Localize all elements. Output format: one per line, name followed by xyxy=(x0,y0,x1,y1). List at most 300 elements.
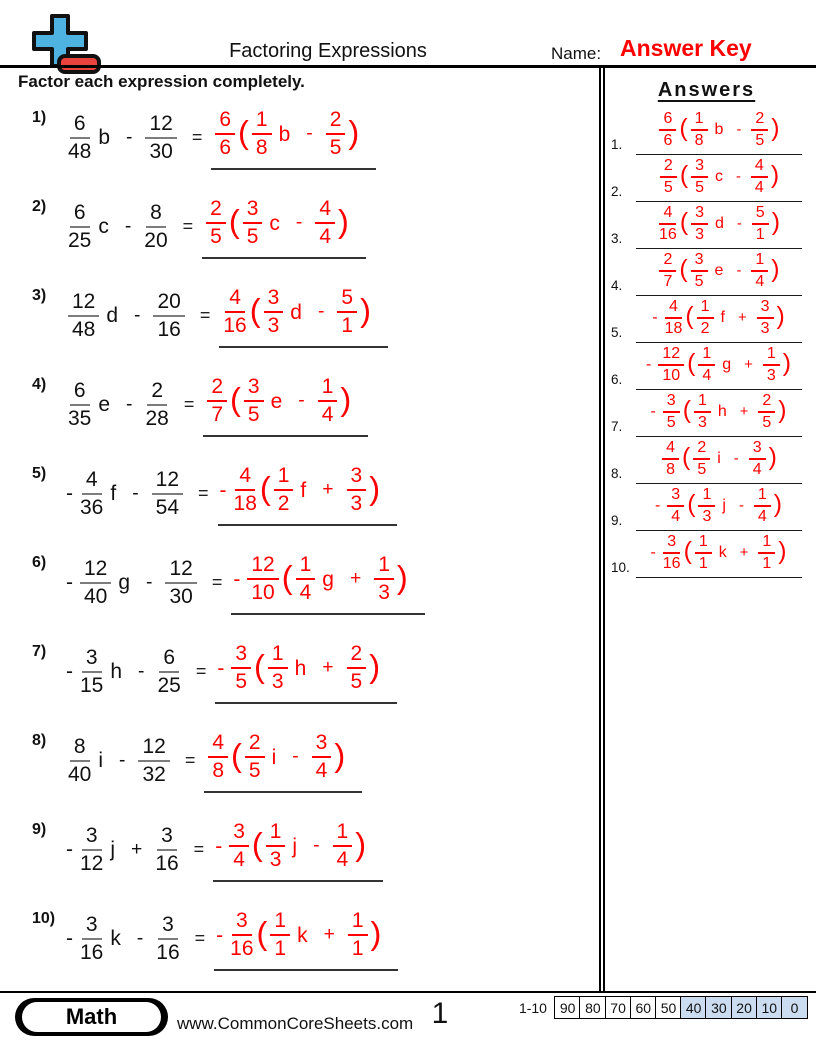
operator: + xyxy=(323,924,335,946)
score-box-60: 60 xyxy=(630,996,657,1019)
answer-number: 1. xyxy=(611,137,623,152)
fraction-numerator: 3 xyxy=(157,824,177,851)
operator: - xyxy=(295,212,303,234)
operator: + xyxy=(744,356,753,373)
fraction-numerator: 2 xyxy=(758,392,775,413)
fraction-denominator: 8 xyxy=(255,136,268,159)
fraction-denominator: 10 xyxy=(662,367,681,385)
score-box-20: 20 xyxy=(731,996,758,1019)
open-paren: ( xyxy=(682,443,691,471)
fraction xyxy=(691,110,708,150)
factored-answer xyxy=(658,157,780,197)
minus-sign: - xyxy=(646,356,652,374)
expression-lhs xyxy=(66,379,171,430)
expression-lhs xyxy=(66,557,199,608)
fraction xyxy=(662,439,679,479)
variable: k xyxy=(110,927,121,950)
fraction-denominator: 3 xyxy=(766,367,776,385)
fraction-numerator: 3 xyxy=(243,197,263,224)
fraction-denominator: 5 xyxy=(762,414,772,432)
fraction-denominator: 4 xyxy=(702,367,712,385)
score-box-80: 80 xyxy=(579,996,606,1019)
fraction-numerator: 2 xyxy=(660,157,677,178)
fraction-denominator: 18 xyxy=(664,320,683,338)
minus-sign: - xyxy=(66,838,73,861)
fraction-numerator: 3 xyxy=(691,251,708,272)
fraction-numerator: 3 xyxy=(264,286,284,313)
close-paren: ) xyxy=(771,208,780,236)
fraction xyxy=(165,557,196,608)
fraction-denominator: 32 xyxy=(142,762,166,786)
operator: + xyxy=(322,479,334,501)
fraction-numerator: 6 xyxy=(70,201,90,228)
answer-number: 5. xyxy=(611,325,623,340)
operator: - xyxy=(146,571,153,593)
variable: g xyxy=(322,567,334,591)
close-paren: ) xyxy=(773,490,783,518)
fraction-denominator: 15 xyxy=(80,673,104,697)
fraction-numerator: 4 xyxy=(751,157,768,178)
fraction xyxy=(660,157,677,197)
fraction xyxy=(68,290,99,341)
fraction xyxy=(264,286,284,337)
fraction-numerator: 4 xyxy=(659,204,676,225)
fraction-numerator: 2 xyxy=(326,108,346,135)
fraction xyxy=(374,553,394,604)
fraction-denominator: 4 xyxy=(757,508,767,526)
answers-title: Answers xyxy=(657,79,756,101)
grading-strip xyxy=(519,996,808,1019)
fraction-denominator: 16 xyxy=(659,226,677,244)
variable: j xyxy=(110,838,116,861)
open-paren: ( xyxy=(687,490,696,518)
fraction xyxy=(68,112,91,163)
fraction-denominator: 5 xyxy=(350,670,363,693)
fraction xyxy=(68,735,91,786)
fraction xyxy=(347,642,367,693)
fraction-denominator: 5 xyxy=(755,132,765,150)
close-paren: ) xyxy=(360,292,371,329)
fraction xyxy=(751,110,768,150)
fraction-numerator: 1 xyxy=(270,909,290,936)
score-box-90: 90 xyxy=(554,996,581,1019)
fraction-denominator: 1 xyxy=(274,937,287,960)
fraction xyxy=(315,197,335,248)
expression-lhs xyxy=(66,913,182,964)
fraction xyxy=(243,197,263,248)
factored-answer xyxy=(205,375,352,426)
fraction xyxy=(68,201,91,252)
score-box-30: 30 xyxy=(705,996,732,1019)
fraction-numerator: 1 xyxy=(698,486,715,507)
fraction xyxy=(751,251,768,291)
minus-sign: - xyxy=(654,497,661,515)
fraction-numerator: 1 xyxy=(697,298,714,319)
factored-answer xyxy=(660,439,778,479)
answer-underline xyxy=(219,283,388,347)
fraction-denominator: 1 xyxy=(351,937,364,960)
operator: + xyxy=(131,838,143,860)
answer-number: 4. xyxy=(611,278,623,293)
variable: e xyxy=(98,393,111,416)
fraction xyxy=(145,379,168,430)
page-number: 1 xyxy=(431,997,449,1030)
fraction-numerator: 1 xyxy=(348,909,368,936)
factored-answer xyxy=(221,286,372,337)
fraction-denominator: 4 xyxy=(233,848,245,871)
answer-blank-line xyxy=(636,110,802,155)
score-box-70: 70 xyxy=(605,996,632,1019)
answer-underline xyxy=(214,906,398,970)
answer-row-2 xyxy=(611,155,802,202)
variable: g xyxy=(722,356,732,374)
fraction-denominator: 8 xyxy=(212,759,225,782)
fraction xyxy=(208,731,228,782)
fraction-denominator: 10 xyxy=(251,581,275,604)
operator: - xyxy=(736,168,741,185)
factored-answer xyxy=(657,204,781,244)
fraction-numerator: 1 xyxy=(695,533,712,554)
open-paren: ( xyxy=(249,292,261,329)
fraction-numerator: 20 xyxy=(153,290,184,317)
answer-blank-line xyxy=(636,533,802,578)
fraction-numerator: 1 xyxy=(333,820,353,847)
equals-sign: = xyxy=(184,750,196,770)
expression-lhs xyxy=(66,735,172,786)
answer-number: 9. xyxy=(611,513,623,528)
fraction xyxy=(691,251,708,291)
answer-row-7 xyxy=(611,390,802,437)
fraction xyxy=(691,204,708,244)
fraction xyxy=(754,486,771,526)
fraction-numerator: 4 xyxy=(662,439,679,460)
problem-row-3 xyxy=(32,271,599,360)
close-paren: ) xyxy=(370,915,382,952)
problem-number: 8) xyxy=(32,732,47,749)
fraction xyxy=(698,486,715,526)
fraction-denominator: 16 xyxy=(156,940,180,964)
fraction-denominator: 30 xyxy=(169,584,193,608)
fraction xyxy=(157,646,180,697)
fraction-numerator: 1 xyxy=(751,251,768,272)
answer-number: 2. xyxy=(611,184,623,199)
answer-number: 7. xyxy=(611,419,623,434)
equals-sign: = xyxy=(182,216,194,236)
fraction xyxy=(691,157,708,197)
fraction-numerator: 12 xyxy=(658,345,684,366)
fraction-numerator: 12 xyxy=(138,735,169,762)
fraction xyxy=(223,286,246,337)
fraction xyxy=(667,486,684,526)
fraction xyxy=(758,392,775,432)
problems-list xyxy=(0,93,599,983)
operator: - xyxy=(136,927,144,949)
answer-key-text: Answer Key xyxy=(620,35,752,61)
fraction xyxy=(268,642,288,693)
variable: b xyxy=(278,122,291,146)
fraction-numerator: 3 xyxy=(229,820,249,847)
equals-sign: = xyxy=(194,928,206,948)
close-paren: ) xyxy=(334,737,346,774)
fraction-denominator: 4 xyxy=(754,179,764,197)
fraction-numerator: 4 xyxy=(208,731,228,758)
fraction-numerator: 3 xyxy=(244,375,264,402)
fraction-numerator: 1 xyxy=(691,110,708,131)
open-paren: ( xyxy=(685,302,694,330)
close-paren: ) xyxy=(340,381,352,418)
minus-sign: - xyxy=(219,478,227,502)
problem-number: 4) xyxy=(32,376,47,393)
operator: - xyxy=(124,215,132,237)
fraction xyxy=(80,824,103,875)
fraction xyxy=(659,110,676,150)
fraction-numerator: 1 xyxy=(754,486,771,507)
fraction xyxy=(247,553,278,604)
problem-number: 6) xyxy=(32,554,47,571)
fraction-numerator: 4 xyxy=(235,464,255,491)
fraction xyxy=(663,392,680,432)
answer-blank-line xyxy=(636,251,802,296)
fraction-denominator: 16 xyxy=(223,314,247,337)
fraction-denominator: 28 xyxy=(145,406,169,430)
factored-answer xyxy=(206,731,346,782)
operator: + xyxy=(322,657,334,679)
variable: k xyxy=(297,923,308,947)
fraction-numerator: 3 xyxy=(231,642,251,669)
footer xyxy=(0,991,816,1056)
open-paren: ( xyxy=(228,203,240,240)
equals-sign: = xyxy=(211,572,223,592)
fraction xyxy=(206,197,226,248)
fraction-numerator: 12 xyxy=(165,557,196,584)
fraction-denominator: 36 xyxy=(80,495,104,519)
fraction-denominator: 4 xyxy=(299,581,312,604)
fraction xyxy=(270,909,290,960)
fraction-numerator: 3 xyxy=(158,913,178,940)
answer-underline xyxy=(215,639,397,703)
fraction-denominator: 25 xyxy=(68,228,92,252)
fraction-denominator: 4 xyxy=(755,273,765,291)
expression-lhs xyxy=(66,201,170,252)
answer-underline xyxy=(203,372,368,436)
problem-row-5 xyxy=(32,449,599,538)
problem-row-8 xyxy=(32,716,599,805)
fraction-denominator: 4 xyxy=(336,848,349,871)
close-paren: ) xyxy=(776,302,785,330)
fraction-denominator: 3 xyxy=(702,508,712,526)
fraction-numerator: 5 xyxy=(337,286,357,313)
fraction-numerator: 1 xyxy=(296,553,316,580)
fraction-denominator: 1 xyxy=(698,555,708,573)
operator: - xyxy=(126,126,133,148)
factored-answer xyxy=(657,251,780,291)
fraction-denominator: 4 xyxy=(752,461,762,479)
operator: + xyxy=(737,309,747,326)
fraction-numerator: 6 xyxy=(215,108,235,135)
operator: - xyxy=(736,262,742,279)
close-paren: ) xyxy=(782,349,791,377)
fraction xyxy=(749,439,766,479)
expression-lhs xyxy=(66,824,181,875)
close-paren: ) xyxy=(369,470,381,507)
fraction-denominator: 7 xyxy=(663,273,673,291)
operator: - xyxy=(119,749,126,771)
variable: j xyxy=(292,834,298,858)
fraction xyxy=(693,439,710,479)
subject-badge-label: Math xyxy=(22,1002,161,1032)
close-paren: ) xyxy=(396,559,408,596)
fraction-numerator: 4 xyxy=(82,468,102,495)
fraction-denominator: 1 xyxy=(755,226,765,244)
open-paren: ( xyxy=(679,208,689,236)
variable: c xyxy=(269,211,280,235)
fraction xyxy=(318,375,338,426)
open-paren: ( xyxy=(238,114,249,151)
fraction-denominator: 4 xyxy=(319,225,332,248)
operator: + xyxy=(739,403,749,420)
operator: - xyxy=(132,482,139,504)
close-paren: ) xyxy=(771,255,780,283)
operator: - xyxy=(292,746,299,768)
fraction xyxy=(658,345,684,385)
fraction-denominator: 16 xyxy=(230,937,254,960)
expression-lhs xyxy=(66,468,185,519)
expression-lhs xyxy=(66,112,179,163)
minus-sign: - xyxy=(217,656,225,680)
answer-blank-line xyxy=(636,439,802,484)
problem-row-6 xyxy=(32,538,599,627)
minus-sign: - xyxy=(66,571,73,594)
factored-answer xyxy=(655,486,783,526)
factored-answer xyxy=(657,110,780,150)
operator: - xyxy=(317,301,325,323)
variable: f xyxy=(110,482,117,505)
problem-number: 10) xyxy=(32,910,56,927)
fraction-denominator: 5 xyxy=(329,136,342,159)
equals-sign: = xyxy=(191,127,203,147)
fraction-numerator: 3 xyxy=(82,646,102,673)
fraction-numerator: 8 xyxy=(70,735,90,762)
instructions: Factor each expression completely. xyxy=(18,72,305,91)
score-boxes xyxy=(556,996,808,1019)
factored-answer xyxy=(204,197,350,248)
fraction-numerator: 5 xyxy=(752,204,769,225)
fraction-numerator: 4 xyxy=(225,286,245,313)
close-paren: ) xyxy=(768,443,777,471)
fraction-denominator: 40 xyxy=(68,762,92,786)
fraction-numerator: 1 xyxy=(268,642,288,669)
fraction xyxy=(326,108,346,159)
minus-sign: - xyxy=(216,923,224,947)
operator: - xyxy=(306,123,313,145)
answer-underline xyxy=(213,817,383,881)
variable: k xyxy=(718,544,727,562)
fraction-numerator: 3 xyxy=(749,439,766,460)
fraction-numerator: 3 xyxy=(691,157,708,178)
variable: h xyxy=(294,656,307,680)
fraction-numerator: 1 xyxy=(252,108,272,135)
fraction-numerator: 1 xyxy=(758,533,775,554)
operator: - xyxy=(736,215,742,232)
minus-sign: - xyxy=(652,309,658,327)
open-paren: ( xyxy=(679,161,689,189)
minus-sign: - xyxy=(66,482,73,505)
open-paren: ( xyxy=(682,396,691,424)
answer-number: 6. xyxy=(611,372,623,387)
score-range-label: 1-10 xyxy=(518,999,547,1016)
fraction-numerator: 6 xyxy=(159,646,179,673)
fraction xyxy=(694,392,711,432)
fraction-denominator: 4 xyxy=(671,508,681,526)
problem-row-10 xyxy=(32,894,599,983)
fraction-numerator: 6 xyxy=(70,112,90,139)
problem-number: 7) xyxy=(32,643,47,660)
fraction-numerator: 3 xyxy=(347,464,367,491)
operator: - xyxy=(138,660,145,682)
close-paren: ) xyxy=(771,114,780,142)
fraction-denominator: 20 xyxy=(144,228,168,252)
page-title: Factoring Expressions xyxy=(229,40,427,62)
problem-row-2 xyxy=(32,182,599,271)
answer-number: 8. xyxy=(611,466,623,481)
subject-badge xyxy=(15,998,168,1036)
problem-number: 1) xyxy=(32,109,47,126)
fraction-numerator: 6 xyxy=(659,110,676,131)
answer-blank-line xyxy=(636,486,802,531)
close-paren: ) xyxy=(778,396,787,424)
fraction xyxy=(215,108,235,159)
minus-sign: - xyxy=(66,927,73,950)
factored-answer xyxy=(216,909,382,960)
score-box-10: 10 xyxy=(756,996,783,1019)
fraction-denominator: 25 xyxy=(157,673,181,697)
fraction-denominator: 2 xyxy=(700,320,710,338)
problem-row-9 xyxy=(32,805,599,894)
open-paren: ( xyxy=(231,737,242,774)
open-paren: ( xyxy=(687,349,696,377)
fraction-denominator: 5 xyxy=(695,179,704,197)
close-paren: ) xyxy=(348,114,360,151)
fraction xyxy=(234,464,257,515)
minus-sign: - xyxy=(66,660,73,683)
fraction xyxy=(80,913,103,964)
fraction xyxy=(274,464,294,515)
fraction xyxy=(751,157,768,197)
fraction-denominator: 16 xyxy=(80,940,104,964)
fraction xyxy=(230,909,253,960)
operator: - xyxy=(126,393,133,415)
fraction-denominator: 6 xyxy=(219,136,232,159)
variable: d xyxy=(106,304,119,327)
fraction-denominator: 3 xyxy=(697,414,707,432)
variable: c xyxy=(715,168,723,186)
answer-blank-line xyxy=(636,345,802,390)
fraction-denominator: 1 xyxy=(341,314,354,337)
fraction-denominator: 3 xyxy=(267,314,280,337)
minus-sign: - xyxy=(650,544,656,562)
expression-lhs xyxy=(66,290,187,341)
problem-number: 9) xyxy=(32,821,47,838)
problem-row-7 xyxy=(32,627,599,716)
fraction-denominator: 8 xyxy=(666,461,676,479)
variable: e xyxy=(714,262,724,280)
fraction-denominator: 7 xyxy=(211,403,224,426)
fraction-numerator: 2 xyxy=(206,197,226,224)
fraction-numerator: 3 xyxy=(312,731,332,758)
answer-blank-line xyxy=(636,204,802,249)
fraction xyxy=(207,375,227,426)
answer-blank-line xyxy=(636,392,802,437)
